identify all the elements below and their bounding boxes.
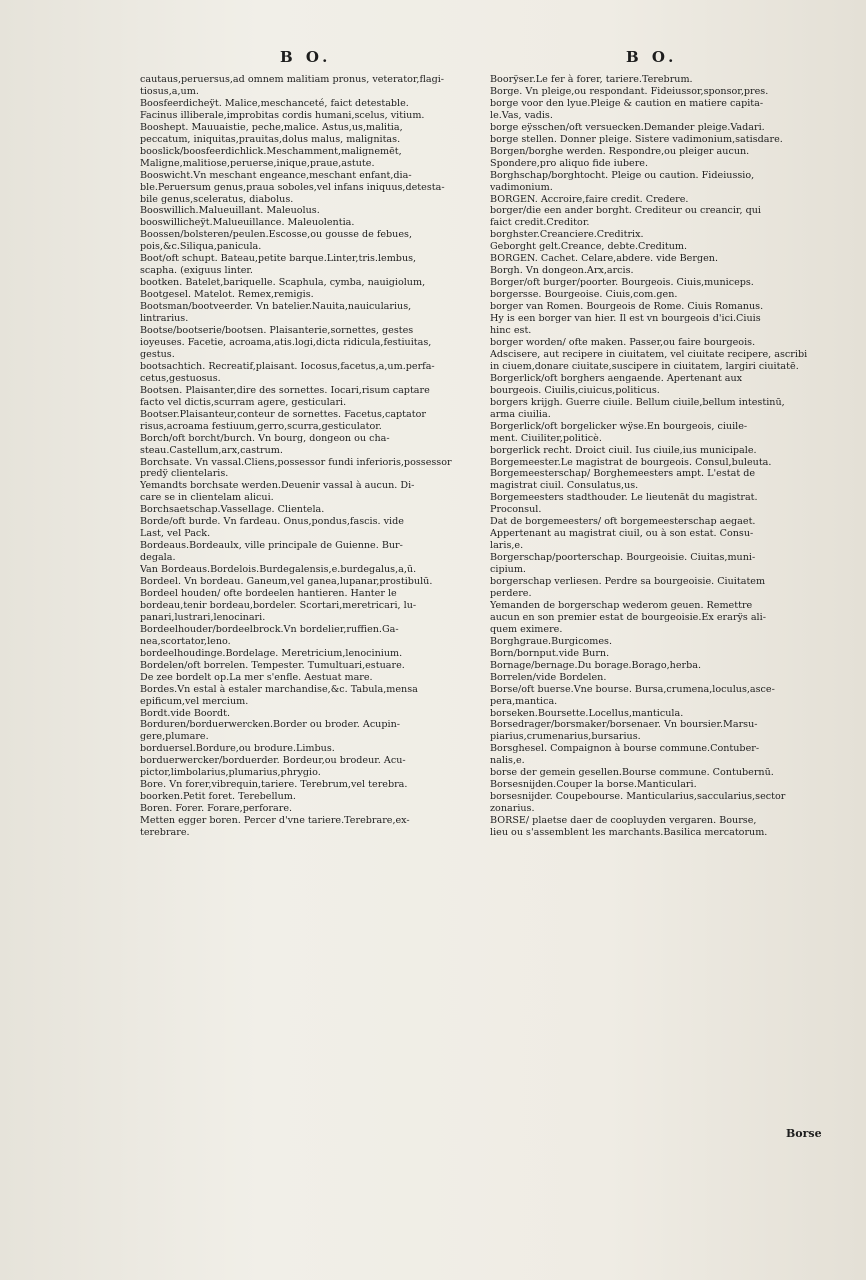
dictionary-line: Bordeel houden/ ofte bordeelen hantieren. Hanter le [140,587,397,599]
dictionary-line: Bore. Vn forer,vibrequin,tariere. Terebrum,vel terebra. [140,779,408,791]
dictionary-line: Proconsul. [490,504,542,516]
dictionary-line: pera,mantica. [490,695,558,707]
dictionary-line: Boren. Forer. Forare,perforare. [140,803,293,815]
dictionary-line: arma ciuilia. [490,408,551,420]
dictionary-line: Bootsen. Plaisanter,dire des sornettes. Iocari,risum captare [140,384,430,396]
dictionary-line: Last, vel Pack. [140,528,211,540]
dictionary-line: vadimonium. [490,181,553,193]
dictionary-line: lieu ou s'assemblent les marchants.Basilica mercatorum. [490,827,768,839]
dictionary-line: borger/die een ander borght. Crediteur ou creancir, qui [490,205,761,217]
dictionary-line: bourgeois. Ciuilis,ciuicus,politicus. [490,384,660,396]
dictionary-line: Borgen/borghe werden. Respondre,ou pleiger aucun. [490,145,750,157]
dictionary-line: facto vel dictis,scurram agere, gesticulari. [140,396,347,408]
dictionary-line: borsesnijder. Coupebourse. Manticularius,saccularius,sector [490,791,786,803]
dictionary-line: Borgemeester.Le magistrat de bourgeois. Consul,buleuta. [490,456,772,468]
dictionary-line: Borsedrager/borsmaker/borsenaer. Vn boursier.Marsu- [490,719,758,731]
dictionary-line: pois,&c.Siliqua,panicula. [140,241,262,253]
dictionary-line: Bordelen/oft borrelen. Tempester. Tumultuari,estuare. [140,659,405,671]
dictionary-line: Yemanden de borgerschap wederom geuen. Remettre [490,599,753,611]
dictionary-line: borgerlick recht. Droict ciuil. Ius ciuile,ius municipale. [490,444,757,456]
dictionary-line: bordeelhoudinge.Bordelage. Meretricium,lenocinium. [140,647,403,659]
dictionary-line: De zee bordelt op.La mer s'enfle. Aestuat mare. [140,671,373,683]
dictionary-line: Boossen/bolsteren/peulen.Escosse,ou gousse de febues, [140,229,413,241]
dictionary-line: Bootsman/bootveerder. Vn batelier.Nauita,nauicularius, [140,301,412,313]
dictionary-line: aucun en son premier estat de bourgeoisie.Ex erarÿs ali- [490,611,766,623]
dictionary-line: le.Vas, vadis. [490,109,553,121]
dictionary-line: BORSE/ plaetse daer de coopluyden vergaren. Bourse, [490,815,757,827]
dictionary-line: Maligne,malitiose,peruerse,inique,praue,astute. [140,157,375,169]
dictionary-line: cetus,gestuosus. [140,372,221,384]
dictionary-line: Borsesnijden.Couper la borse.Manticulari. [490,779,697,791]
dictionary-line: nea,scortator,leno. [140,635,231,647]
dictionary-line: Borghgraue.Burgicomes. [490,635,613,647]
dictionary-line: perdere. [490,587,532,599]
dictionary-line: Born/bornput.vide Burn. [490,647,610,659]
dictionary-line: Bootse/bootserie/bootsen. Plaisanterie,sornettes, gestes [140,325,414,337]
dictionary-line: risus,acroama festiuum,gerro,scurra,gesticulator. [140,420,382,432]
dictionary-line: bootsachtich. Recreatif,plaisant. Iocosus,facetus,a,um.perfa- [140,360,435,372]
dictionary-line: Dat de borgemeesters/ oft borgemeesterschap aegaet. [490,516,756,528]
dictionary-line: steau.Castellum,arx,castrum. [140,444,283,456]
dictionary-line: ment. Ciuiliter,politicè. [490,432,602,444]
dictionary-line: cipium. [490,564,526,576]
dictionary-line: panari,lustrari,lenocinari. [140,611,266,623]
dictionary-line: bile genus,sceleratus, diabolus. [140,193,294,205]
dictionary-line: Booshept. Mauuaistie, peche,malice. Astus,us,malitia, [140,121,403,133]
dictionary-line: Boosfeerdicheÿt. Malice,meschanceté, faict detestable. [140,97,409,109]
dictionary-line: borduerwercker/borduerder. Bordeur,ou brodeur. Acu- [140,755,406,767]
dictionary-line: borseken.Boursette.Locellus,manticula. [490,707,684,719]
dictionary-line: Booswicht.Vn meschant engeance,meschant enfant,dia- [140,169,412,181]
dictionary-line: faict credit.Creditor. [490,217,590,229]
dictionary-line: Bordeaus.Bordeaulx, ville principale de Guienne. Bur- [140,540,403,552]
dictionary-line: Spondere,pro aliquo fide iubere. [490,157,649,169]
dictionary-line: borge eÿsschen/oft versuecken.Demander pleige.Vadari. [490,121,765,133]
dictionary-line: Boot/oft schupt. Bateau,petite barque.Linter,tris.lembus, [140,253,417,265]
dictionary-line: peccatum, iniquitas,prauitas,dolus malus, malignitas. [140,133,401,145]
dictionary-line: Bordeel. Vn bordeau. Ganeum,vel ganea,lupanar,prostibulū. [140,576,433,588]
dictionary-line: Borse/oft buerse.Vne bourse. Bursa,crumena,loculus,asce- [490,683,775,695]
dictionary-line: Borchsate. Vn vassal.Cliens,possessor fundi inferioris,possessor [140,456,452,468]
dictionary-line: Van Bordeaus.Bordelois.Burdegalensis,e.burdegalus,a,ū. [140,564,417,576]
dictionary-line: Borge. Vn pleige,ou respondant. Fideiussor,sponsor,pres. [490,85,769,97]
dictionary-line: ble.Peruersum genus,praua soboles,vel infans iniquus,detesta- [140,181,445,193]
dictionary-line: Bootgesel. Matelot. Remex,remigis. [140,289,314,301]
dictionary-line: borduersel.Bordure,ou brodure.Limbus. [140,743,335,755]
dictionary-line: borgers krijgh. Guerre ciuile. Bellum ciuile,bellum intestinū, [490,396,785,408]
dictionary-line: Borch/oft borcht/burch. Vn bourg, dongeon ou cha- [140,432,390,444]
dictionary-line: tiosus,a,um. [140,85,199,97]
dictionary-line: laris,e. [490,540,524,552]
dictionary-line: Adscisere, aut recipere in ciuitatem, vel ciuitate recipere, ascribi [490,348,808,360]
dictionary-line: Metten egger boren. Percer d'vne tariere.Terebrare,ex- [140,815,410,827]
dictionary-line: Bordes.Vn estal à estaler marchandise,&c. Tabula,mensa [140,683,418,695]
dictionary-line: borger van Romen. Bourgeois de Rome. Ciuis Romanus. [490,301,764,313]
dictionary-line: Borger/oft burger/poorter. Bourgeois. Ciuis,municeps. [490,277,754,289]
dictionary-line: cautaus,peruersus,ad omnem malitiam pronus, veterator,flagi- [140,74,445,85]
dictionary-line: Bordeelhouder/bordeelbrock.Vn bordelier,ruffien.Ga- [140,623,399,635]
dictionary-line: gere,plumare. [140,731,209,743]
dictionary-line: Boorÿser.Le fer à forer, tariere.Terebrum. [490,74,693,85]
dictionary-line: bordeau,tenir bordeau,bordeler. Scortari,meretricari, lu- [140,599,417,611]
dictionary-line: Borsghesel. Compaignon à bourse commune.Contuber- [490,743,760,755]
dictionary-line: Borde/oft burde. Vn fardeau. Onus,pondus,fascis. vide [140,516,404,528]
dictionary-line: Facinus illiberale,improbitas cordis humani,scelus, vitium. [140,109,425,121]
dictionary-line: borghster.Creanciere.Creditrix. [490,229,644,241]
dictionary-line: Hy is een borger van hier. Il est vn bourgeois d'ici.Ciuis [490,313,761,325]
dictionary-line: quem eximere. [490,623,563,635]
dictionary-line: magistrat ciuil. Consulatus,us. [490,480,639,492]
dictionary-line: Geborght gelt.Creance, debte.Creditum. [490,241,688,253]
dictionary-line: Bornage/bernage.Du borage.Borago,herba. [490,659,701,671]
dictionary-line: booswillicheÿt.Malueuillance. Maleuolentia. [140,217,355,229]
dictionary-line: Borgh. Vn dongeon.Arx,arcis. [490,265,634,277]
catchword: Borse [786,1127,822,1140]
dictionary-line: ioyeuses. Facetie, acroama,atis.logi,dicta ridicula,festiuitas, [140,336,432,348]
dictionary-line: borge stellen. Donner pleige. Sistere vadimonium,satisdare. [490,133,783,145]
dictionary-line: Borgemeesterschap/ Borghemeesters ampt. L'estat de [490,468,756,480]
dictionary-line: Borghschap/borghtocht. Pleige ou caution. Fideiussio, [490,169,755,181]
dictionary-line: borge voor den lyue.Pleige & caution en matiere capita- [490,97,764,109]
dictionary-line: gestus. [140,348,175,360]
dictionary-line: zonarius. [490,803,535,815]
dictionary-line: predÿ clientelaris. [140,468,229,480]
dictionary-line: Borgemeesters stadthouder. Le lieutenāt du magistrat. [490,492,758,504]
dictionary-line: terebrare. [140,827,190,839]
dictionary-line: lintrarius. [140,313,189,325]
dictionary-line: bootken. Batelet,bariquelle. Scaphula, cymba, nauigiolum, [140,277,426,289]
dictionary-line: Borgerschap/poorterschap. Bourgeoisie. Ciuitas,muni- [490,552,756,564]
dictionary-line: Borduren/borduerwercken.Border ou broder. Acupin- [140,719,400,731]
running-head-right: B O. [626,48,678,66]
dictionary-line: boorken.Petit foret. Terebellum. [140,791,296,803]
dictionary-line: borger worden/ ofte maken. Passer,ou faire bourgeois. [490,336,756,348]
dictionary-line: BORGEN. Accroire,faire credit. Credere. [490,193,689,205]
dictionary-line: borse der gemein gesellen.Bourse commune. Contubernū. [490,767,774,779]
right-column [490,74,826,839]
dictionary-line: Borrelen/vide Bordelen. [490,671,607,683]
running-head-left: B O. [280,48,332,66]
dictionary-line: in ciuem,donare ciuitate,suscipere in ciuitatem, largiri ciuitatē. [490,360,799,372]
dictionary-line: degala. [140,552,176,564]
dictionary-line: booslick/boosfeerdichlick.Meschamment,malignemēt, [140,145,402,157]
dictionary-line: Borgerlick/oft borghers aengaende. Apertenant aux [490,372,743,384]
left-column [140,74,470,839]
dictionary-line: Bordt.vide Boordt. [140,707,231,719]
dictionary-line: Appertenant au magistrat ciuil, ou à son estat. Consu- [490,528,754,540]
dictionary-line: BORGEN. Cachet. Celare,abdere. vide Bergen. [490,253,718,265]
dictionary-line: Bootser.Plaisanteur,conteur de sornettes. Facetus,captator [140,408,426,420]
dictionary-line: Booswillich.Malueuillant. Maleuolus. [140,205,320,217]
dictionary-line: piarius,crumenarius,bursarius. [490,731,641,743]
dictionary-line: nalis,e. [490,755,525,767]
dictionary-line: pictor,limbolarius,plumarius,phrygio. [140,767,321,779]
dictionary-line: Yemandts borchsate werden.Deuenir vassal à aucun. Di- [140,480,415,492]
dictionary-line: Borchsaetschap.Vassellage. Clientela. [140,504,325,516]
dictionary-line: hinc est. [490,325,532,337]
dictionary-line: epificum,vel mercium. [140,695,249,707]
dictionary-line: borgerschap verliesen. Perdre sa bourgeoisie. Ciuitatem [490,576,766,588]
dictionary-line: care se in clientelam alicui. [140,492,274,504]
dictionary-line: scapha. (exiguus linter. [140,265,253,277]
dictionary-line: Borgerlick/oft borgelicker wÿse.En bourgeois, ciuile- [490,420,748,432]
dictionary-line: borgersse. Bourgeoise. Ciuis,com.gen. [490,289,678,301]
